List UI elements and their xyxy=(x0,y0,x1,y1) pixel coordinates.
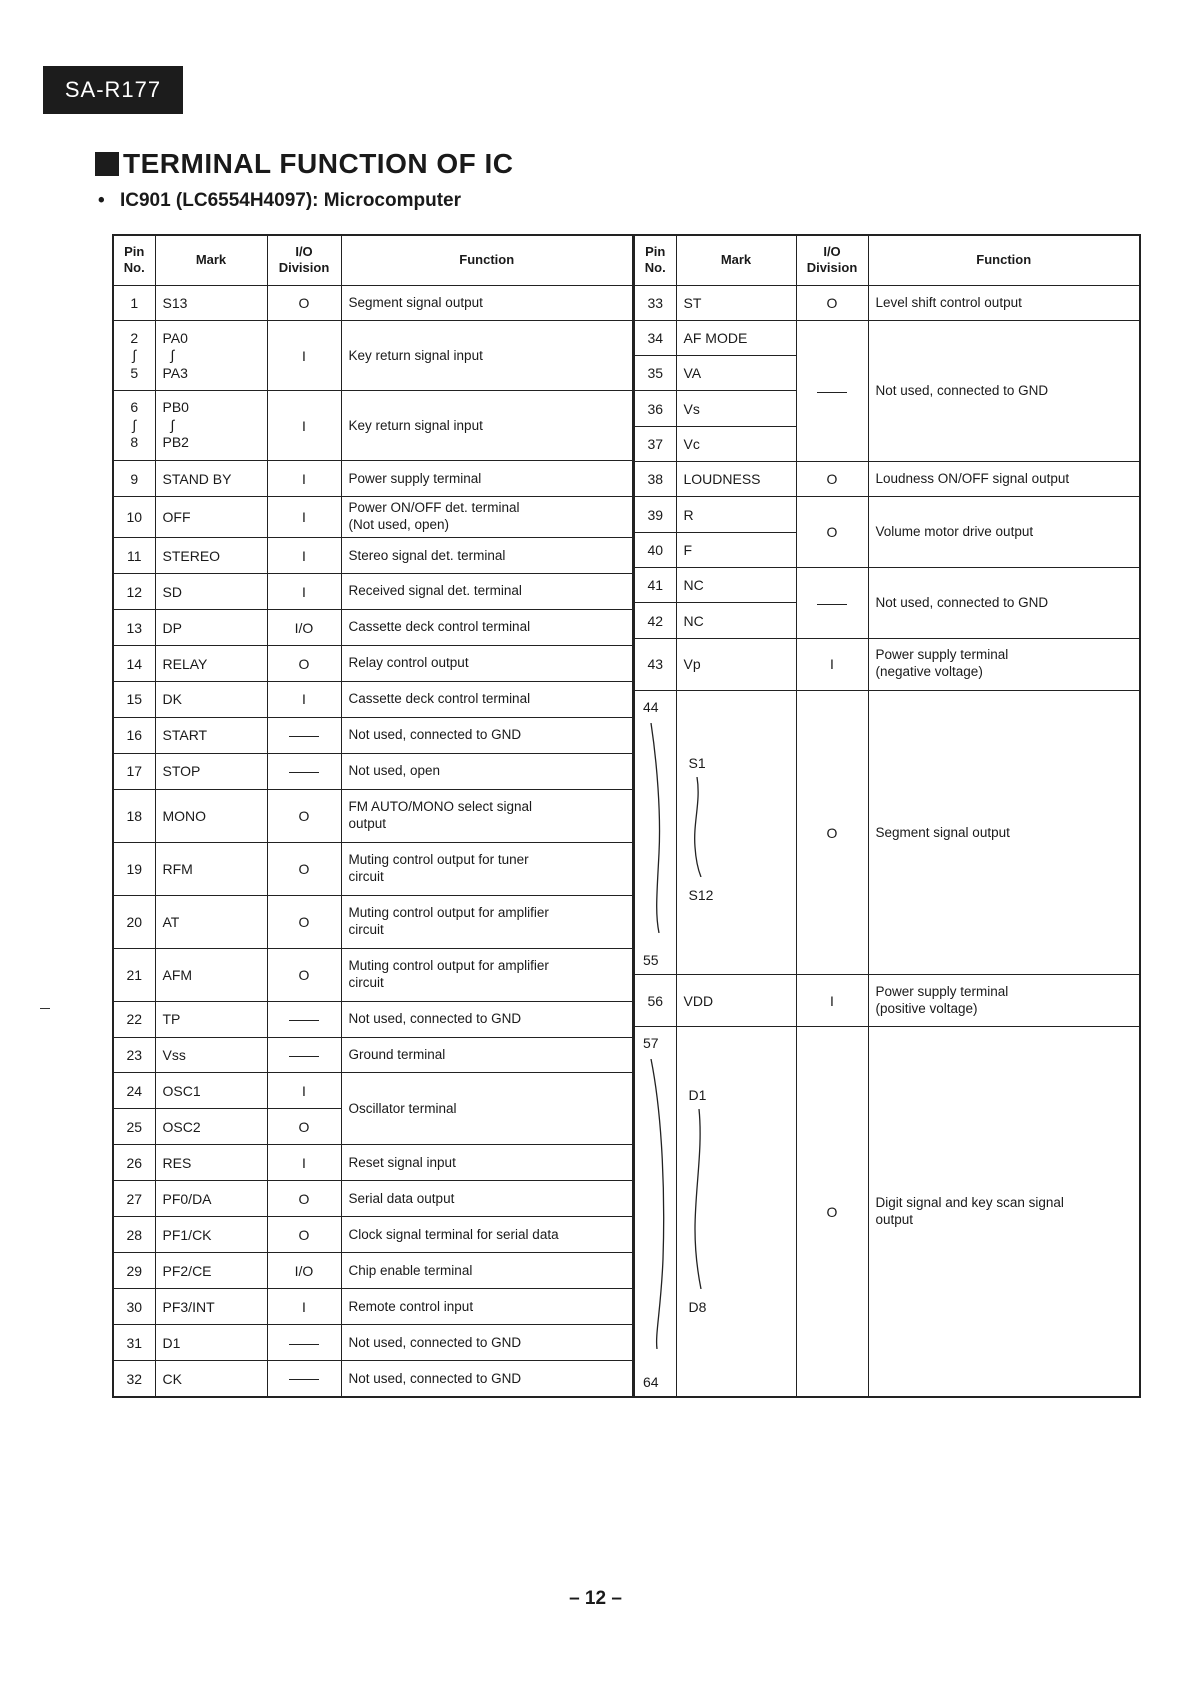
pin-function: Serial data output xyxy=(341,1181,633,1217)
pin-mark: Vs xyxy=(676,391,796,426)
table-row xyxy=(634,638,1140,690)
io-division: I xyxy=(267,538,341,574)
table-row xyxy=(634,568,1140,603)
pin-function: Chip enable terminal xyxy=(341,1253,633,1289)
pin-function: Digit signal and key scan signal output xyxy=(868,1027,1140,1397)
range-brace-icon xyxy=(689,1109,709,1289)
pin-no: 30 xyxy=(113,1289,155,1325)
io-division: I xyxy=(267,497,341,538)
pin-function: Not used, connected to GND xyxy=(868,568,1140,639)
pin-no: 37 xyxy=(634,426,676,461)
io-division: O xyxy=(267,948,341,1001)
pin-mark: RES xyxy=(155,1145,267,1181)
table-row xyxy=(113,789,633,842)
pin-function: Received signal det. terminal xyxy=(341,574,633,610)
table-row xyxy=(113,1325,633,1361)
pin-function: Volume motor drive output xyxy=(868,497,1140,568)
header-function: Function xyxy=(341,235,633,285)
page-title xyxy=(95,148,514,180)
io-division xyxy=(267,1037,341,1073)
pin-no: 32 xyxy=(113,1361,155,1397)
table-row xyxy=(113,646,633,682)
pin-no: 15 xyxy=(113,682,155,718)
table-row xyxy=(113,610,633,646)
pin-table-right xyxy=(633,234,1141,1398)
pin-no: 27 xyxy=(113,1181,155,1217)
table-row xyxy=(113,1253,633,1289)
pin-mark: SD xyxy=(155,574,267,610)
io-division: I xyxy=(267,1289,341,1325)
pin-function: Not used, connected to GND xyxy=(341,1001,633,1037)
pin-no: 39 xyxy=(634,497,676,532)
header-pin-no: Pin No. xyxy=(113,235,155,285)
pin-no: 34 xyxy=(634,320,676,355)
header-pin-no: Pin No. xyxy=(634,235,676,285)
range-tilde-icon: ∫ xyxy=(170,347,175,364)
pin-function: Key return signal input xyxy=(341,321,633,391)
mark-range: PB0 ∫ PB2 xyxy=(155,391,267,461)
pin-mark: Vc xyxy=(676,426,796,461)
dash-icon xyxy=(817,392,847,393)
pin-function: Not used, connected to GND xyxy=(341,717,633,753)
table-row xyxy=(113,1145,633,1181)
pin-mark: RFM xyxy=(155,842,267,895)
table-row xyxy=(634,497,1140,532)
table-row xyxy=(634,1027,1140,1397)
pin-no: 18 xyxy=(113,789,155,842)
header-io-division: I/O Division xyxy=(267,235,341,285)
margin-mark xyxy=(40,1008,50,1009)
table-row xyxy=(634,690,1140,975)
mark-range: D1 D8 xyxy=(676,1027,796,1397)
table-row xyxy=(113,948,633,1001)
pin-function: Power supply terminal xyxy=(341,461,633,497)
pin-function: Oscillator terminal xyxy=(341,1073,633,1145)
pin-no: 40 xyxy=(634,532,676,567)
pin-function: Key return signal input xyxy=(341,391,633,461)
pin-function: Loudness ON/OFF signal output xyxy=(868,462,1140,497)
pin-mark: AFM xyxy=(155,948,267,1001)
io-division: O xyxy=(267,1181,341,1217)
io-division: O xyxy=(267,842,341,895)
pin-no: 31 xyxy=(113,1325,155,1361)
pin-mark: AF MODE xyxy=(676,320,796,355)
table-row xyxy=(113,753,633,789)
io-division: I xyxy=(267,1145,341,1181)
pin-mark: DP xyxy=(155,610,267,646)
io-division: I xyxy=(796,975,868,1027)
range-tilde-icon: ∫ xyxy=(132,416,137,433)
pin-no: 16 xyxy=(113,717,155,753)
pin-mark: RELAY xyxy=(155,646,267,682)
pin-no: 25 xyxy=(113,1109,155,1145)
pin-mark: OSC1 xyxy=(155,1073,267,1109)
pin-table-left xyxy=(112,234,634,1398)
dash-icon xyxy=(289,736,319,737)
io-division: O xyxy=(267,646,341,682)
pin-function: Power ON/OFF det. terminal (Not used, open) xyxy=(341,497,633,538)
pin-function: Not used, connected to GND xyxy=(341,1361,633,1397)
pin-no: 42 xyxy=(634,603,676,638)
pin-no: 14 xyxy=(113,646,155,682)
pin-mark: S13 xyxy=(155,285,267,321)
pin-no: 23 xyxy=(113,1037,155,1073)
io-division: I xyxy=(267,574,341,610)
pin-mark: LOUDNESS xyxy=(676,462,796,497)
pin-function: Not used, connected to GND xyxy=(341,1325,633,1361)
pin-mark: Vp xyxy=(676,638,796,690)
io-division: I xyxy=(267,391,341,461)
model-number: SA-R177 xyxy=(64,77,162,102)
io-division: O xyxy=(267,1217,341,1253)
pin-no: 20 xyxy=(113,895,155,948)
range-brace-icon xyxy=(647,1059,671,1349)
pin-no: 10 xyxy=(113,497,155,538)
pin-function: Remote control input xyxy=(341,1289,633,1325)
pin-mark: R xyxy=(676,497,796,532)
pin-function: Level shift control output xyxy=(868,285,1140,320)
pin-function: Stereo signal det. terminal xyxy=(341,538,633,574)
dash-icon xyxy=(289,1020,319,1021)
table-row xyxy=(113,1289,633,1325)
pin-function: Power supply terminal (negative voltage) xyxy=(868,638,1140,690)
io-division xyxy=(267,1001,341,1037)
page-number: – 12 – xyxy=(569,1588,622,1609)
pin-no: 19 xyxy=(113,842,155,895)
dash-icon xyxy=(289,1379,319,1380)
mark-range: PA0 ∫ PA3 xyxy=(155,321,267,391)
pin-mark: VDD xyxy=(676,975,796,1027)
io-division: O xyxy=(796,462,868,497)
pin-no: 9 xyxy=(113,461,155,497)
pin-function: Reset signal input xyxy=(341,1145,633,1181)
pin-no: 12 xyxy=(113,574,155,610)
io-division: O xyxy=(796,285,868,320)
table-row xyxy=(634,462,1140,497)
io-division xyxy=(796,568,868,639)
pin-range: 2 ∫ 5 xyxy=(113,321,155,391)
pin-mark: D1 xyxy=(155,1325,267,1361)
pin-range: 6 ∫ 8 xyxy=(113,391,155,461)
dash-icon xyxy=(289,1056,319,1057)
pin-function: FM AUTO/MONO select signal output xyxy=(341,789,633,842)
table-row xyxy=(113,842,633,895)
table-row xyxy=(113,717,633,753)
pin-mark: F xyxy=(676,532,796,567)
pin-mark: START xyxy=(155,717,267,753)
pin-mark: STEREO xyxy=(155,538,267,574)
model-badge xyxy=(43,66,183,114)
range-tilde-icon: ∫ xyxy=(170,416,175,433)
pin-function: Segment signal output xyxy=(868,690,1140,975)
pin-mark: VA xyxy=(676,356,796,391)
pin-no: 13 xyxy=(113,610,155,646)
table-row xyxy=(113,391,633,461)
header-mark: Mark xyxy=(155,235,267,285)
table-row xyxy=(113,682,633,718)
io-division xyxy=(267,753,341,789)
page-title-text: TERMINAL FUNCTION OF IC xyxy=(123,148,514,179)
io-division: O xyxy=(796,1027,868,1397)
io-division xyxy=(796,320,868,461)
pin-no: 21 xyxy=(113,948,155,1001)
ic-subtitle-text: IC901 (LC6554H4097): Microcomputer xyxy=(119,190,462,211)
table-row xyxy=(113,574,633,610)
pin-no: 43 xyxy=(634,638,676,690)
io-division: I/O xyxy=(267,610,341,646)
pin-mark: PF2/CE xyxy=(155,1253,267,1289)
ic-subtitle xyxy=(98,190,461,212)
pin-no: 28 xyxy=(113,1217,155,1253)
pin-function: Segment signal output xyxy=(341,285,633,321)
io-division: O xyxy=(267,789,341,842)
table-row xyxy=(113,1181,633,1217)
pin-function: Ground terminal xyxy=(341,1037,633,1073)
pin-no: 1 xyxy=(113,285,155,321)
io-division: I xyxy=(267,461,341,497)
io-division: O xyxy=(267,895,341,948)
pin-no: 22 xyxy=(113,1001,155,1037)
pin-mark: PF1/CK xyxy=(155,1217,267,1253)
pin-function: Not used, open xyxy=(341,753,633,789)
pin-function: Muting control output for tuner circuit xyxy=(341,842,633,895)
table-row xyxy=(113,1217,633,1253)
table-row xyxy=(113,497,633,538)
pin-function: Muting control output for amplifier circuit xyxy=(341,895,633,948)
table-row xyxy=(113,1037,633,1073)
io-division xyxy=(267,1325,341,1361)
pin-no: 17 xyxy=(113,753,155,789)
io-division: I xyxy=(267,1073,341,1109)
table-row xyxy=(113,461,633,497)
range-tilde-icon: ∫ xyxy=(132,347,137,364)
io-division: I xyxy=(267,321,341,391)
io-division: I/O xyxy=(267,1253,341,1289)
header-function: Function xyxy=(868,235,1140,285)
pin-mark: ST xyxy=(676,285,796,320)
io-division xyxy=(267,1361,341,1397)
table-header-row xyxy=(634,235,1140,285)
pin-no: 36 xyxy=(634,391,676,426)
table-row xyxy=(113,1073,633,1109)
pin-mark: OFF xyxy=(155,497,267,538)
table-row xyxy=(113,1361,633,1397)
bullet-icon: • xyxy=(98,190,105,211)
pin-mark: CK xyxy=(155,1361,267,1397)
header-io-division: I/O Division xyxy=(796,235,868,285)
io-division xyxy=(267,717,341,753)
pin-mark: PF0/DA xyxy=(155,1181,267,1217)
pin-mark: NC xyxy=(676,568,796,603)
dash-icon xyxy=(289,1344,319,1345)
pin-mark: STAND BY xyxy=(155,461,267,497)
pin-mark: OSC2 xyxy=(155,1109,267,1145)
pin-mark: Vss xyxy=(155,1037,267,1073)
pin-function: Cassette deck control terminal xyxy=(341,682,633,718)
pin-function: Cassette deck control terminal xyxy=(341,610,633,646)
pin-no: 11 xyxy=(113,538,155,574)
pin-mark: AT xyxy=(155,895,267,948)
pin-no: 38 xyxy=(634,462,676,497)
io-division: O xyxy=(796,690,868,975)
io-division: I xyxy=(796,638,868,690)
pin-mark: PF3/INT xyxy=(155,1289,267,1325)
pin-function: Clock signal terminal for serial data xyxy=(341,1217,633,1253)
table-header-row xyxy=(113,235,633,285)
header-mark: Mark xyxy=(676,235,796,285)
table-row xyxy=(634,285,1140,320)
table-row xyxy=(113,895,633,948)
table-row xyxy=(113,1001,633,1037)
pin-mark: TP xyxy=(155,1001,267,1037)
pin-no: 56 xyxy=(634,975,676,1027)
dash-icon xyxy=(817,604,847,605)
pin-mark: STOP xyxy=(155,753,267,789)
mark-range: S1 S12 xyxy=(676,690,796,975)
pin-no: 26 xyxy=(113,1145,155,1181)
pin-function: Not used, connected to GND xyxy=(868,320,1140,461)
io-division: I xyxy=(267,682,341,718)
pin-function: Muting control output for amplifier circuit xyxy=(341,948,633,1001)
pin-no: 24 xyxy=(113,1073,155,1109)
io-division: O xyxy=(267,1109,341,1145)
pin-no: 41 xyxy=(634,568,676,603)
pin-function: Power supply terminal (positive voltage) xyxy=(868,975,1140,1027)
dash-icon xyxy=(289,772,319,773)
pin-no: 29 xyxy=(113,1253,155,1289)
table-row xyxy=(634,320,1140,355)
table-row xyxy=(113,321,633,391)
range-brace-icon xyxy=(647,723,667,933)
pin-function: Relay control output xyxy=(341,646,633,682)
table-row xyxy=(113,285,633,321)
table-row xyxy=(634,975,1140,1027)
square-bullet-icon xyxy=(95,152,119,176)
pin-no: 33 xyxy=(634,285,676,320)
table-row xyxy=(113,538,633,574)
pin-no: 35 xyxy=(634,356,676,391)
pin-mark: DK xyxy=(155,682,267,718)
pin-mark: MONO xyxy=(155,789,267,842)
pin-range: 57 64 xyxy=(634,1027,676,1397)
pin-mark: NC xyxy=(676,603,796,638)
io-division: O xyxy=(796,497,868,568)
pin-range: 44 55 xyxy=(634,690,676,975)
io-division: O xyxy=(267,285,341,321)
range-brace-icon xyxy=(689,777,709,877)
